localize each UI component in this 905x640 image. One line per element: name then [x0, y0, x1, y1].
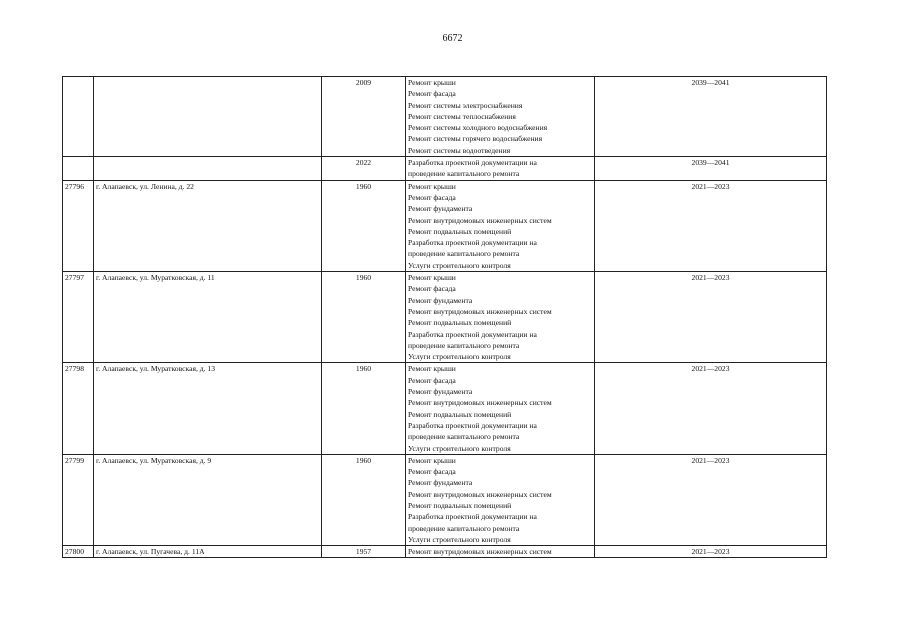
repair-work-item: проведение капитального ремонта — [408, 432, 520, 442]
build-year-cell: 1960 — [322, 180, 406, 271]
row-number-cell: 27796 — [63, 180, 94, 271]
repair-work-item: Ремонт системы холодного водоснабжения — [408, 123, 548, 133]
repair-work-item: Ремонт внутридомовых инженерных систем — [408, 489, 552, 499]
planned-period-cell: 2021—2023 — [595, 546, 827, 558]
address-cell: г. Алапаевск, ул. Ленина, д. 22 — [94, 180, 322, 271]
repair-work-item: Разработка проектной документации на — [408, 158, 537, 168]
planned-period-cell: 2039—2041 — [595, 77, 827, 157]
table-row — [63, 454, 827, 545]
repair-work-item: Разработка проектной документации на — [408, 238, 537, 248]
build-year-cell: 2009 — [322, 77, 406, 157]
repair-work-item: Ремонт крыши — [408, 455, 456, 465]
repair-works-cell — [406, 363, 595, 454]
repair-work-item: Ремонт подвальных помещений — [408, 500, 512, 510]
repair-work-item: Ремонт фундамента — [408, 295, 473, 305]
repair-work-item: Ремонт фундамента — [408, 204, 473, 214]
row-number-cell: 27798 — [63, 363, 94, 454]
repair-work-item: проведение капитального ремонта — [408, 523, 520, 533]
table-row — [63, 546, 827, 558]
repair-work-item: Ремонт фасада — [408, 284, 456, 294]
repair-work-item: Ремонт подвальных помещений — [408, 226, 512, 236]
row-number-cell — [63, 157, 94, 181]
repair-work-item: Ремонт фасада — [408, 375, 456, 385]
repair-work-item: Ремонт подвальных помещений — [408, 318, 512, 328]
repair-work-item: Ремонт крыши — [408, 364, 456, 374]
table-body — [63, 77, 827, 558]
repair-work-item: Ремонт фасада — [408, 467, 456, 477]
repair-work-item: Ремонт подвальных помещений — [408, 409, 512, 419]
address-cell: г. Алапаевск, ул. Муратковская, д. 9 — [94, 454, 322, 545]
repair-work-item: Ремонт фундамента — [408, 478, 473, 488]
repair-work-item: Ремонт фасада — [408, 192, 456, 202]
row-number-cell: 27797 — [63, 272, 94, 363]
repair-works-cell — [406, 180, 595, 271]
repair-work-item: Ремонт системы водоотведения — [408, 145, 511, 155]
repair-work-item: Услуги строительного контроля — [408, 443, 511, 453]
repair-work-item: Ремонт фасада — [408, 89, 456, 99]
build-year-cell: 1960 — [322, 272, 406, 363]
repair-works-cell — [406, 157, 595, 181]
repair-works-cell — [406, 454, 595, 545]
repair-work-item: Разработка проектной документации на — [408, 329, 537, 339]
table-row — [63, 77, 827, 157]
repair-work-item: проведение капитального ремонта — [408, 169, 520, 179]
repair-works-cell — [406, 272, 595, 363]
row-number-cell — [63, 77, 94, 157]
row-number-cell: 27799 — [63, 454, 94, 545]
repair-work-item: проведение капитального ремонта — [408, 249, 520, 259]
repair-work-item: Ремонт крыши — [408, 78, 456, 87]
table-row — [63, 180, 827, 271]
repair-work-item: Ремонт системы горячего водоснабжения — [408, 134, 543, 144]
repair-work-item: Услуги строительного контроля — [408, 534, 511, 544]
repair-work-item: Ремонт внутридомовых инженерных систем — [408, 547, 552, 557]
repair-work-item: Разработка проектной документации на — [408, 420, 537, 430]
row-number-cell: 27800 — [63, 546, 94, 558]
repair-work-item: Ремонт системы теплоснабжения — [408, 111, 516, 121]
address-cell: г. Алапаевск, ул. Пугачева, д. 11А — [94, 546, 322, 558]
repair-work-item: Услуги строительного контроля — [408, 352, 511, 362]
page-number: 6672 — [442, 33, 463, 44]
repair-work-item: Ремонт внутридомовых инженерных систем — [408, 398, 552, 408]
address-cell — [94, 77, 322, 157]
planned-period-cell: 2021—2023 — [595, 454, 827, 545]
repair-works-cell — [406, 77, 595, 157]
repair-work-item: Ремонт крыши — [408, 181, 456, 191]
address-cell — [94, 157, 322, 181]
table-row — [63, 272, 827, 363]
planned-period-cell: 2021—2023 — [595, 363, 827, 454]
repair-work-item: Ремонт системы электроснабжения — [408, 100, 523, 110]
build-year-cell: 1960 — [322, 454, 406, 545]
repair-schedule-table — [62, 76, 827, 558]
repair-work-item: Услуги строительного контроля — [408, 260, 511, 270]
repair-work-item: Ремонт фундамента — [408, 387, 473, 397]
planned-period-cell: 2039—2041 — [595, 157, 827, 181]
build-year-cell: 2022 — [322, 157, 406, 181]
build-year-cell: 1957 — [322, 546, 406, 558]
planned-period-cell: 2021—2023 — [595, 272, 827, 363]
table-row — [63, 363, 827, 454]
build-year-cell: 1960 — [322, 363, 406, 454]
repair-works-cell — [406, 546, 595, 558]
planned-period-cell: 2021—2023 — [595, 180, 827, 271]
address-cell: г. Алапаевск, ул. Муратковская, д. 11 — [94, 272, 322, 363]
repair-work-item: Ремонт крыши — [408, 273, 456, 283]
repair-work-item: Ремонт внутридомовых инженерных систем — [408, 306, 552, 316]
table-row — [63, 157, 827, 181]
repair-work-item: проведение капитального ремонта — [408, 340, 520, 350]
repair-work-item: Разработка проектной документации на — [408, 512, 537, 522]
repair-work-item: Ремонт внутридомовых инженерных систем — [408, 215, 552, 225]
address-cell: г. Алапаевск, ул. Муратковская, д. 13 — [94, 363, 322, 454]
